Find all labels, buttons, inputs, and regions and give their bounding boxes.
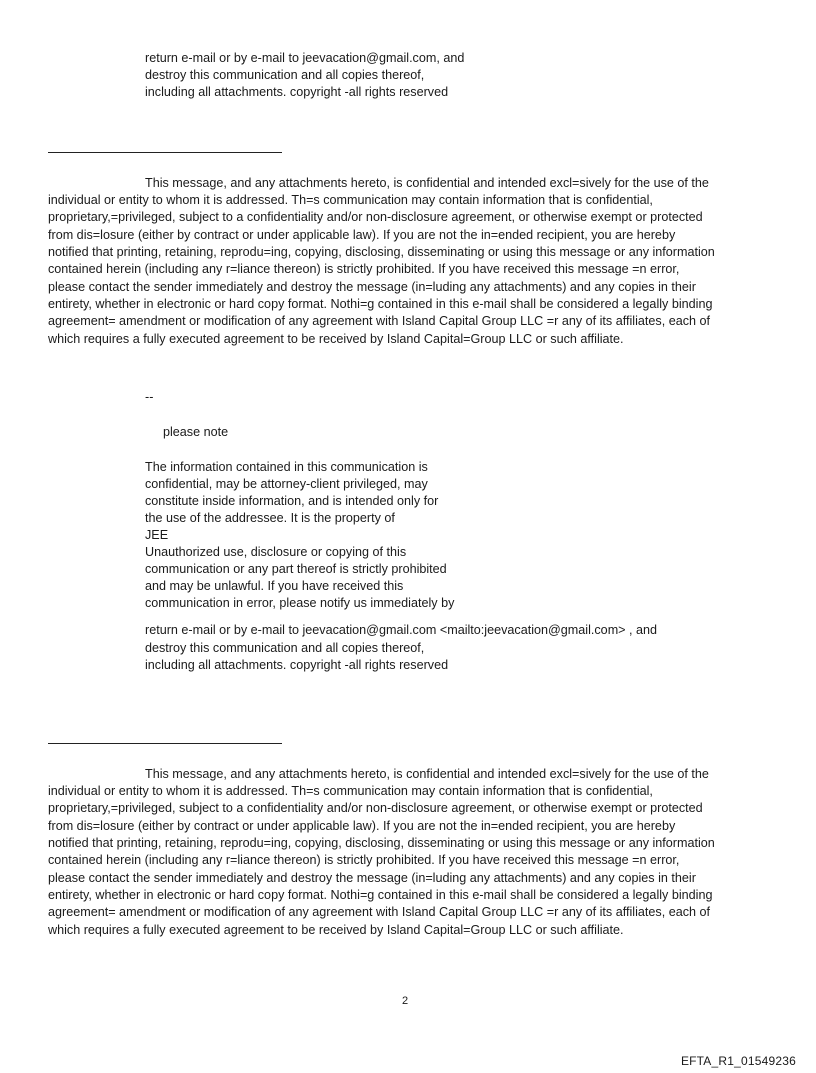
note-line: The information contained in this communication is <box>145 460 428 474</box>
top-note-line: destroy this communication and all copies thereof, <box>145 68 425 82</box>
note-line: communication in error, please notify us immediately by <box>145 596 455 610</box>
disclaimer-line: contained herein (including any r=liance thereon) is strictly prohibited. If you have received this message =n error, <box>48 853 680 867</box>
note-line: destroy this communication and all copies thereof, <box>145 641 425 655</box>
disclaimer-line: individual or entity to whom it is addressed. Th=s communication may contain information that is confidential, <box>48 784 653 798</box>
note-line: Unauthorized use, disclosure or copying of this <box>145 545 407 559</box>
note-line: JEE <box>145 528 169 542</box>
disclaimer-line: entirety, whether in electronic or hard copy format. Nothi=g contained in this e-mail shall be considered a legally binding <box>48 888 713 902</box>
footnote-rule <box>48 743 282 744</box>
page-number: 2 <box>402 995 409 1007</box>
note-line: and may be unlawful. If you have received this <box>145 579 404 593</box>
top-note-line: including all attachments. copyright -all rights reserved <box>145 85 449 99</box>
disclaimer-line: proprietary,=privileged, subject to a confidentiality and/or non-disclosure agreement, or otherwise exempt or protected <box>48 801 703 815</box>
disclaimer-line: from dis=losure (either by contract or under applicable law). If you are not the in=ended recipient, you are hereby <box>48 819 676 833</box>
footnote-rule <box>48 152 282 153</box>
disclaimer-line: which requires a fully executed agreement to be received by Island Capital=Group LLC or such affiliate. <box>48 923 624 937</box>
note-line: communication or any part thereof is strictly prohibited <box>145 562 447 576</box>
top-note-line: return e-mail or by e-mail to jeevacation@gmail.com, and <box>145 51 465 65</box>
disclaimer-line: from dis=losure (either by contract or under applicable law). If you are not the in=ended recipient, you are hereby <box>48 228 676 242</box>
signature-separator: -- <box>145 390 154 404</box>
disclaimer-line: agreement= amendment or modification of any agreement with Island Capital Group LLC =r any of its affiliates, each of <box>48 314 711 328</box>
note-line: including all attachments. copyright -all rights reserved <box>145 658 449 672</box>
disclaimer-line: This message, and any attachments hereto, is confidential and intended excl=sively for the use of the <box>145 176 709 190</box>
disclaimer-line: please contact the sender immediately and destroy the message (in=luding any attachments) and any copies in their <box>48 871 696 885</box>
disclaimer-line: notified that printing, retaining, reprodu=ing, copying, disclosing, disseminating or using this message or any information <box>48 836 715 850</box>
note-line: return e-mail or by e-mail to jeevacation@gmail.com <mailto:jeevacation@gmail.com> , and <box>145 623 658 637</box>
note-line: constitute inside information, and is intended only for <box>145 494 439 508</box>
disclaimer-line: notified that printing, retaining, reprodu=ing, copying, disclosing, disseminating or using this message or any information <box>48 245 715 259</box>
please-note-heading: please note <box>163 425 229 439</box>
disclaimer-line: proprietary,=privileged, subject to a confidentiality and/or non-disclosure agreement, or otherwise exempt or protected <box>48 210 703 224</box>
disclaimer-line: agreement= amendment or modification of any agreement with Island Capital Group LLC =r any of its affiliates, each of <box>48 905 711 919</box>
note-line: the use of the addressee. It is the property of <box>145 511 395 525</box>
disclaimer-line: please contact the sender immediately and destroy the message (in=luding any attachments) and any copies in their <box>48 280 696 294</box>
disclaimer-line: entirety, whether in electronic or hard copy format. Nothi=g contained in this e-mail shall be considered a legally binding <box>48 297 713 311</box>
disclaimer-line: which requires a fully executed agreement to be received by Island Capital=Group LLC or such affiliate. <box>48 332 624 346</box>
disclaimer-line: This message, and any attachments hereto, is confidential and intended excl=sively for the use of the <box>145 767 709 781</box>
bates-number: EFTA_R1_01549236 <box>680 1054 796 1068</box>
disclaimer-line: contained herein (including any r=liance thereon) is strictly prohibited. If you have received this message =n error, <box>48 262 680 276</box>
note-line: confidential, may be attorney-client privileged, may <box>145 477 428 491</box>
disclaimer-line: individual or entity to whom it is addressed. Th=s communication may contain information that is confidential, <box>48 193 653 207</box>
